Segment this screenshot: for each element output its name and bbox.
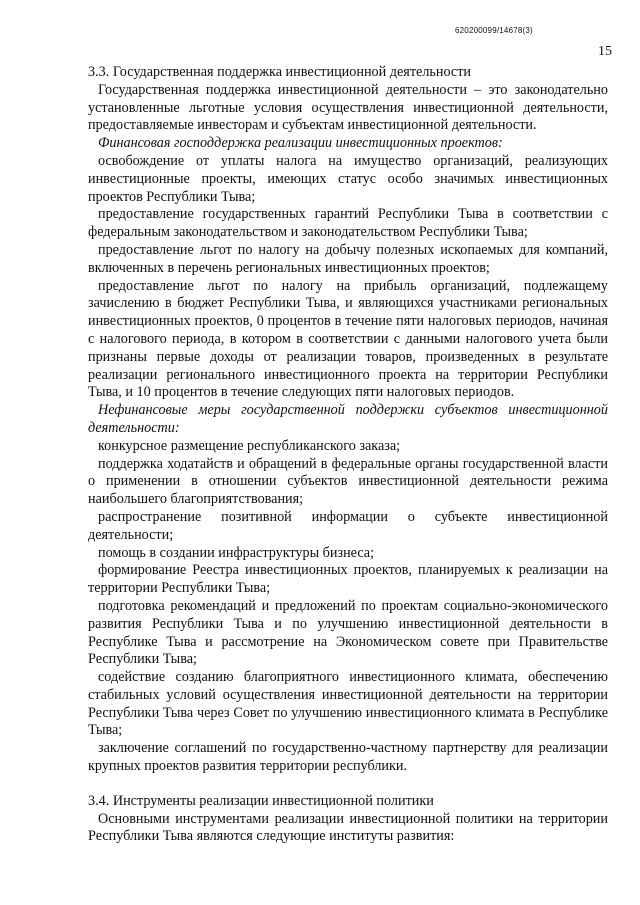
- section-heading-3-3: 3.3. Государственная поддержка инвестиционной деятельности: [88, 64, 471, 80]
- list-item: предоставление государственных гарантий Республики Тыва в соответствии с федеральным законодательством и законодательством Республики Тыва;: [88, 206, 608, 241]
- list-item: предоставление льгот по налогу на прибыль организаций, подлежащему зачислению в бюджет Республики Тыва, и являющихся участниками региональных инвестиционных проектов, 0 процентов в течение пяти налоговых периодов, начиная с налогового периода, в котором в соответствии с данными налогового учета были признаны первые доходы от реализации товаров, произведенных в результате реализации регионального инвестиционного проекта на территории Республики Тыва, и 10 процентов в течение следующих пяти налоговых периодов.: [88, 277, 608, 401]
- list-item: распространение позитивной информации о субъекте инвестиционной деятельности;: [88, 508, 608, 543]
- list-item: предоставление льгот по налогу на добычу полезных ископаемых для компаний, включенных в перечень региональных инвестиционных проектов;: [88, 241, 608, 276]
- list-item: содействие созданию благоприятного инвестиционного климата, обеспечению стабильных условий осуществления инвестиционной деятельности на территории Республики Тыва через Совет по улучшению инвестиционного климата в Республике Тыва;: [88, 669, 608, 739]
- page-number: 15: [598, 44, 612, 59]
- list-item: заключение соглашений по государственно-частному партнерству для реализации крупных проектов развития территории республики.: [88, 740, 608, 775]
- list-item: формирование Реестра инвестиционных проектов, планируемых к реализации на территории Республики Тыва;: [88, 562, 608, 597]
- paragraph-instruments: Основными инструментами реализации инвестиционной политики на территории Республики Тыва являются следующие институты развития:: [88, 810, 608, 845]
- list-item: освобождение от уплаты налога на имущество организаций, реализующих инвестиционные проекты, имеющих статус особо значимых инвестиционных проектов Республики Тыва;: [88, 152, 608, 205]
- subheading-nonfinancial-support: Нефинансовые меры государственной поддержки субъектов инвестиционной деятельности:: [88, 402, 608, 436]
- paragraph-definition: Государственная поддержка инвестиционной деятельности – это законодательно установленные льготные условия осуществления инвестиционной деятельности, предоставляемые инвесторам и субъектам инвестиционной деятельности.: [88, 81, 608, 134]
- section-heading-3-4: 3.4. Инструменты реализации инвестиционной политики: [88, 792, 434, 809]
- list-item: поддержка ходатайств и обращений в федеральные органы государственной власти о применении в отношении субъектов инвестиционной деятельности режима наибольшего благоприятствования;: [88, 455, 608, 508]
- document-body: [88, 64, 608, 846]
- document-code: 620200099/14678(3): [455, 26, 533, 35]
- subheading-financial-support: Финансовая господдержка реализации инвестиционных проектов:: [98, 135, 503, 152]
- list-item: помощь в создании инфраструктуры бизнеса;: [98, 544, 375, 561]
- list-item: подготовка рекомендаций и предложений по проектам социально-экономического развития Республики Тыва и по улучшению инвестиционной деятельности в Республике Тыва и рассмотрение на Экономическом совете при Правительстве Республики Тыва;: [88, 597, 608, 668]
- list-item: конкурсное размещение республиканского заказа;: [98, 437, 401, 454]
- section-spacer: [88, 776, 608, 793]
